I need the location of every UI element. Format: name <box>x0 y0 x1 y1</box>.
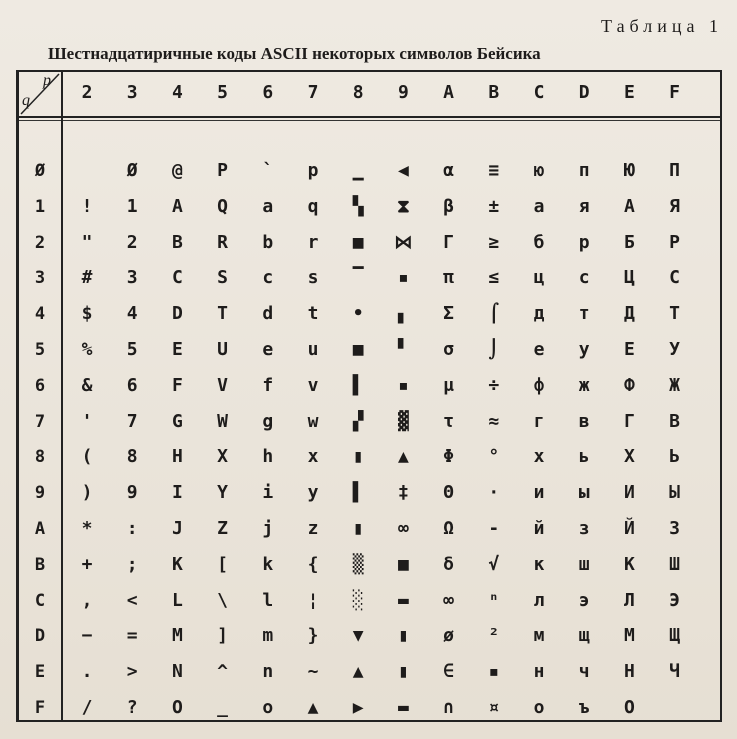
table-cell: ÷ <box>488 374 500 396</box>
table-cell: F <box>171 374 183 396</box>
column-header: 2 <box>81 82 93 103</box>
table-cell: o <box>262 697 274 718</box>
table-cell: U <box>217 339 229 360</box>
table-cell: μ <box>443 374 455 396</box>
table-cell: Х <box>623 446 635 468</box>
table-cell: Й <box>623 518 635 539</box>
row-header: 5 <box>34 340 46 360</box>
table-cell: Н <box>623 661 635 683</box>
table-cell: у <box>578 339 590 360</box>
corner-row-symbol: q <box>22 92 30 109</box>
table-cell: 4 <box>126 303 138 325</box>
table-cell: T <box>217 303 229 325</box>
table-cell: ▶ <box>352 697 364 718</box>
row-header: F <box>34 698 46 718</box>
table-cell: н <box>533 661 545 683</box>
table-cell: 9 <box>126 482 138 504</box>
table-cell: ⌡ <box>488 339 500 360</box>
table-cell: ю <box>533 160 545 181</box>
table-cell: ▮ <box>352 446 364 468</box>
table-cell: ч <box>578 661 590 683</box>
table-cell: ▬ <box>397 697 409 718</box>
table-cell: " <box>81 231 93 253</box>
table-cell: Σ <box>443 303 455 325</box>
table-cell: ▓ <box>397 410 409 432</box>
table-cell: β <box>443 195 455 217</box>
table-cell: m <box>262 625 274 647</box>
table-cell: B <box>171 231 183 253</box>
row-header: Ø <box>34 161 46 181</box>
table-cell: Б <box>623 231 635 253</box>
table-cell: Ф <box>623 374 635 396</box>
table-cell: ∞ <box>397 518 409 539</box>
table-cell: П <box>669 160 681 181</box>
table-cell: г <box>533 410 545 432</box>
table-cell: y <box>307 482 319 504</box>
table-cell: > <box>126 661 138 683</box>
table-cell: ø <box>443 625 455 647</box>
table-cell: Ь <box>669 446 681 468</box>
table-cell: ▔ <box>352 267 364 289</box>
table-cell: ] <box>217 625 229 647</box>
table-cell: u <box>307 339 319 360</box>
table-cell: W <box>217 410 229 432</box>
table-cell: A <box>171 195 183 217</box>
table-cell: I <box>171 482 183 504</box>
table-cell: Ц <box>623 267 635 289</box>
table-cell: в <box>578 410 590 432</box>
table-cell: ¤ <box>488 697 500 718</box>
table-cell <box>657 691 693 725</box>
table-cell: t <box>307 303 319 325</box>
table-cell: s <box>307 267 319 289</box>
table-cell: • <box>352 303 364 325</box>
table-cell: Щ <box>669 625 681 647</box>
table-cell: х <box>533 446 545 468</box>
table-cell: ▪ <box>397 267 409 289</box>
table-cell: / <box>81 697 93 718</box>
table-cell: ■ <box>352 231 364 253</box>
table-cell: л <box>533 589 545 611</box>
table-cell: ≤ <box>488 267 500 289</box>
table-cell: ы <box>578 482 590 504</box>
corner-cell <box>19 72 61 116</box>
table-cell: м <box>533 625 545 647</box>
table-cell: K <box>171 553 183 575</box>
table-cell: V <box>217 374 229 396</box>
table-cell: P <box>217 160 229 181</box>
header-rule-thin <box>19 120 720 121</box>
table-cell <box>69 154 105 188</box>
table-cell: З <box>669 518 681 539</box>
table-cell: Q <box>217 195 229 217</box>
table-cell: ▮ <box>397 661 409 683</box>
row-header: E <box>34 662 46 683</box>
row-header: 3 <box>34 268 46 289</box>
table-cell: Я <box>669 195 681 217</box>
table-cell: < <box>126 589 138 611</box>
table-cell: ░ <box>352 589 364 611</box>
table-cell: r <box>307 231 319 253</box>
table-cell: ш <box>578 553 590 575</box>
table-cell: d <box>262 303 274 325</box>
table-cell: % <box>81 339 93 360</box>
table-cell: ° <box>488 446 500 468</box>
table-cell: ▗▘ <box>347 410 370 432</box>
table-cell: ▼ <box>352 625 364 647</box>
corner-column-symbol: p <box>43 72 51 89</box>
column-header: F <box>669 82 681 103</box>
table-cell: ■ <box>352 339 364 360</box>
table-cell: # <box>81 267 93 289</box>
table-cell: f <box>262 374 274 396</box>
table-cell: Т <box>669 303 681 325</box>
table-cell: к <box>533 553 545 575</box>
table-cell: * <box>81 518 93 539</box>
table-cell: 2 <box>126 231 138 253</box>
row-header: 1 <box>34 196 46 217</box>
table-cell: { <box>307 553 319 575</box>
table-cell: p <box>307 160 319 181</box>
table-cell: ▌ <box>352 374 364 396</box>
table-cell: ▌ <box>352 482 364 504</box>
table-cell: ▘ <box>397 339 409 360</box>
table-cell: й <box>533 518 545 539</box>
row-header: D <box>34 626 46 647</box>
table-cell: · <box>488 482 500 504</box>
table-cell: ▖ <box>397 303 409 325</box>
table-cell: 6 <box>126 374 138 396</box>
table-cell: ‡ <box>397 482 409 504</box>
table-cell: c <box>262 267 274 289</box>
table-cell: д <box>533 303 545 325</box>
table-cell: & <box>81 374 93 396</box>
table-cell: j <box>262 518 274 539</box>
table-cell: ▬ <box>397 589 409 611</box>
row-header: A <box>34 519 46 539</box>
table-cell: т <box>578 303 590 325</box>
table-cell: E <box>171 339 183 360</box>
table-cell: п <box>578 160 590 181</box>
table-caption: Таблица 1 <box>601 16 723 36</box>
row-header: 2 <box>34 232 46 253</box>
table-cell: δ <box>443 553 455 575</box>
table-cell: Ø <box>126 160 138 181</box>
table-cell: ¦ <box>307 589 319 611</box>
table-cell: b <box>262 231 274 253</box>
table-cell: α <box>443 160 455 181</box>
table-cell: ▒ <box>352 553 364 575</box>
ascii-table <box>16 70 722 722</box>
table-cell: ^ <box>217 661 229 683</box>
table-cell: Д <box>623 303 635 325</box>
table-cell: щ <box>578 625 590 647</box>
table-cell: e <box>262 339 274 360</box>
table-cell: ² <box>488 625 500 647</box>
row-header: C <box>34 590 46 611</box>
table-cell: \ <box>217 589 229 611</box>
table-cell: ▪ <box>397 374 409 396</box>
table-cell: , <box>81 589 93 611</box>
table-cell: 3 <box>126 267 138 289</box>
table-cell: С <box>669 267 681 289</box>
table-cell: К <box>623 553 635 575</box>
table-cell: о <box>533 697 545 718</box>
table-cell: M <box>171 625 183 647</box>
table-cell: я <box>578 195 590 217</box>
table-cell: ∩ <box>443 697 455 718</box>
table-cell: H <box>171 446 183 468</box>
table-cell: − <box>81 625 93 647</box>
table-cell: ? <box>126 697 138 718</box>
table-cell: ▁ <box>352 160 364 181</box>
column-header: 6 <box>262 82 274 103</box>
column-header: 8 <box>352 82 364 103</box>
table-cell: ▲ <box>352 661 364 683</box>
table-cell: v <box>307 374 319 396</box>
column-header: 4 <box>171 82 183 103</box>
table-cell: Ы <box>669 482 681 504</box>
header-rule <box>19 116 720 118</box>
table-cell: ' <box>81 410 93 432</box>
table-cell: Ж <box>669 374 681 396</box>
table-cell: ▮ <box>397 625 409 647</box>
table-cell: ! <box>81 195 93 217</box>
table-cell: z <box>307 518 319 539</box>
row-header: 6 <box>34 375 46 396</box>
table-cell: ≡ <box>488 160 500 181</box>
table-cell: ⌠ <box>488 303 500 325</box>
table-cell: [ <box>217 553 229 575</box>
table-cell: = <box>126 625 138 647</box>
table-cell: ф <box>533 374 545 396</box>
row-header: 4 <box>34 304 46 325</box>
table-cell: е <box>533 339 545 360</box>
table-cell: - <box>488 518 500 539</box>
table-cell: π <box>443 267 455 289</box>
column-header: A <box>443 82 455 103</box>
table-cell: 1 <box>126 195 138 217</box>
table-cell: Л <box>623 589 635 611</box>
table-cell: ▪ <box>488 661 500 683</box>
row-header: 7 <box>34 411 46 432</box>
table-cell: ⋈ <box>394 231 413 253</box>
table-cell: D <box>171 303 183 325</box>
table-cell: 5 <box>126 339 138 360</box>
table-cell: S <box>217 267 229 289</box>
table-cell: ж <box>578 374 590 396</box>
column-header: 7 <box>307 82 319 103</box>
table-cell: N <box>171 661 183 683</box>
table-cell: Ω <box>443 518 455 539</box>
table-cell: + <box>81 553 93 575</box>
table-cell: Ч <box>669 661 681 683</box>
column-header: C <box>533 82 545 103</box>
table-cell: Y <box>217 482 229 504</box>
row-header-rule <box>61 72 63 720</box>
row-header: 8 <box>34 447 46 468</box>
table-cell: ■ <box>397 553 409 575</box>
table-cell: q <box>307 195 319 217</box>
table-cell: 8 <box>126 446 138 468</box>
table-cell: ± <box>488 195 500 217</box>
table-cell: l <box>262 589 274 611</box>
table-cell: i <box>262 482 274 504</box>
table-cell: М <box>623 625 635 647</box>
table-cell: ▲ <box>397 446 409 468</box>
table-cell: ` <box>262 160 274 181</box>
table-cell: G <box>171 410 183 432</box>
table-cell: У <box>669 339 681 360</box>
column-header: B <box>488 82 500 103</box>
table-cell: ь <box>578 446 590 468</box>
table-cell: n <box>262 661 274 683</box>
table-cell: O <box>171 697 183 718</box>
table-cell: x <box>307 446 319 468</box>
table-cell: и <box>533 482 545 504</box>
column-header: 5 <box>217 82 229 103</box>
table-cell: ц <box>533 267 545 289</box>
table-cell: ( <box>81 446 93 468</box>
table-cell: . <box>81 661 93 683</box>
table-cell: Р <box>669 231 681 253</box>
table-cell: h <box>262 446 274 468</box>
table-cell: : <box>126 518 138 539</box>
column-header: D <box>578 82 590 103</box>
table-cell: Е <box>623 339 635 360</box>
table-cell: ⧗ <box>397 195 410 217</box>
table-cell: а <box>533 195 545 217</box>
table-cell: О <box>623 697 635 718</box>
table-cell: ▲ <box>307 697 319 718</box>
table-cell: g <box>262 410 274 432</box>
table-cell: В <box>669 410 681 432</box>
table-cell: L <box>171 589 183 611</box>
table-cell: Γ <box>443 231 455 253</box>
table-cell: R <box>217 231 229 253</box>
table-cell: р <box>578 231 590 253</box>
table-cell: X <box>217 446 229 468</box>
table-cell: 7 <box>126 410 138 432</box>
table-cell: _ <box>217 697 229 718</box>
table-cell: с <box>578 267 590 289</box>
table-cell: И <box>623 482 635 504</box>
column-header: 3 <box>126 82 138 103</box>
table-cell: ⁿ <box>488 589 500 611</box>
table-cell: Г <box>623 410 635 432</box>
table-cell: @ <box>171 160 183 181</box>
table-cell: ; <box>126 553 138 575</box>
table-cell: k <box>262 553 274 575</box>
table-cell: ∈ <box>443 661 455 683</box>
table-cell: Z <box>217 518 229 539</box>
table-cell: ◀ <box>397 160 409 181</box>
table-cell: Ш <box>669 553 681 575</box>
table-cell: ▚ <box>352 195 364 217</box>
table-cell: √ <box>488 553 500 575</box>
table-cell: э <box>578 589 590 611</box>
table-cell: ≥ <box>488 231 500 253</box>
table-cell: ъ <box>578 697 590 718</box>
table-cell: τ <box>443 410 455 432</box>
table-cell: А <box>623 195 635 217</box>
table-title: Шестнадцатиричные коды ASCII некоторых символов Бейсика <box>48 44 541 63</box>
column-header: E <box>623 82 635 103</box>
table-cell: Ю <box>623 160 635 181</box>
table-cell: σ <box>443 339 455 360</box>
table-cell: Θ <box>443 482 455 504</box>
table-cell: ≈ <box>488 410 500 432</box>
table-cell: C <box>171 267 183 289</box>
table-cell: б <box>533 231 545 253</box>
table-cell: $ <box>81 303 93 325</box>
table-cell: ∞ <box>443 589 455 611</box>
table-cell: ) <box>81 482 93 504</box>
table-cell: з <box>578 518 590 539</box>
table-cell: ~ <box>307 661 319 683</box>
table-cell: Φ <box>443 446 455 468</box>
column-header: 9 <box>397 82 409 103</box>
table-cell: J <box>171 518 183 539</box>
table-cell: } <box>307 625 319 647</box>
table-cell: Э <box>669 589 681 611</box>
row-header: B <box>34 554 46 575</box>
table-cell: w <box>307 410 319 432</box>
table-cell: ▮ <box>352 518 364 539</box>
table-cell: a <box>262 195 274 217</box>
row-header: 9 <box>34 483 46 504</box>
